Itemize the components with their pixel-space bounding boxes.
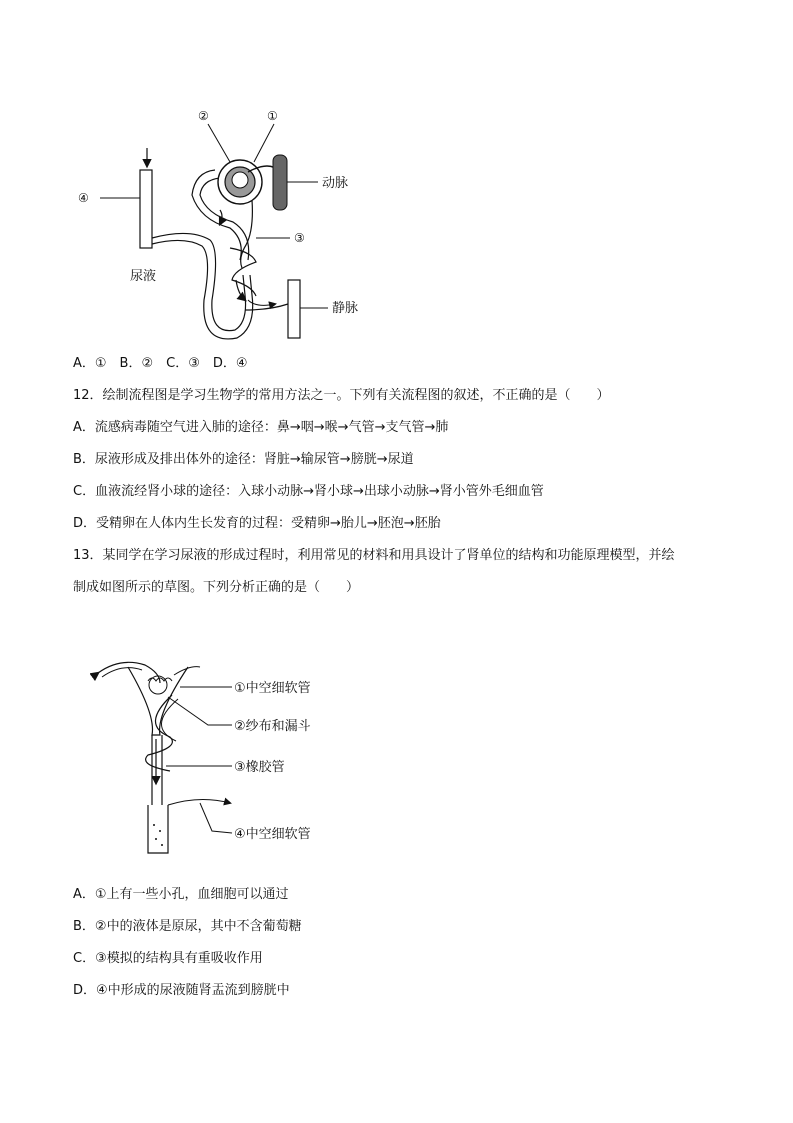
peritubular-capillaries	[220, 200, 290, 300]
label-l2: ②纱布和漏斗	[234, 719, 311, 734]
label-c2: ②	[198, 109, 209, 123]
glomerulus	[218, 160, 280, 204]
vein	[245, 280, 328, 338]
nephron-diagram	[70, 100, 390, 350]
q12-option-b: B．尿液形成及排出体外的途径：肾脏→输尿管→膀胱→尿道	[73, 452, 414, 467]
q12-stem: 12．绘制流程图是学习生物学的常用方法之一。下列有关流程图的叙述，不正确的是（ ）	[73, 388, 610, 403]
label-l1: ①中空细软管	[234, 681, 311, 696]
q13-option-b: B．②中的液体是原尿，其中不含葡萄糖	[73, 919, 302, 934]
artery	[273, 155, 318, 210]
label-c1: ①	[267, 109, 278, 123]
q13-option-d: D．④中形成的尿液随肾盂流到膀胱中	[73, 983, 290, 998]
q12-option-d: D．受精卵在人体内生长发育的过程：受精卵→胎儿→胚泡→胚胎	[73, 516, 441, 531]
label-c4: ④	[78, 191, 89, 205]
collecting-duct	[100, 148, 152, 248]
collecting-tube	[148, 799, 230, 853]
label-l4: ④中空细软管	[234, 827, 311, 842]
label-vein: 静脉	[332, 301, 359, 316]
q13-stem-line1: 13．某同学在学习尿液的形成过程时，利用常见的材料和用具设计了肾单位的结构和功能原理模型，并绘	[73, 548, 675, 563]
label-urine: 尿液	[130, 269, 157, 284]
label-c3: ③	[294, 231, 305, 245]
q13-stem-line2: 制成如图所示的草图。下列分析正确的是（ ）	[73, 580, 360, 595]
rubber-tube	[152, 735, 162, 805]
q12-option-c: C．血液流经肾小球的途径：入球小动脉→肾小球→出球小动脉→肾小管外毛细血管	[73, 484, 544, 499]
funnel	[128, 667, 200, 735]
label-artery: 动脉	[322, 176, 349, 191]
nephron-model-diagram	[90, 655, 350, 860]
q13-option-a: A．①上有一些小孔，血细胞可以通过	[73, 887, 289, 902]
label-l3: ③橡胶管	[234, 760, 285, 775]
q11-options: A．① B．② C．③ D．④	[73, 356, 248, 371]
q13-option-c: C．③模拟的结构具有重吸收作用	[73, 951, 263, 966]
q12-option-a: A．流感病毒随空气进入肺的途径：鼻→咽→喉→气管→支气管→肺	[73, 420, 449, 435]
